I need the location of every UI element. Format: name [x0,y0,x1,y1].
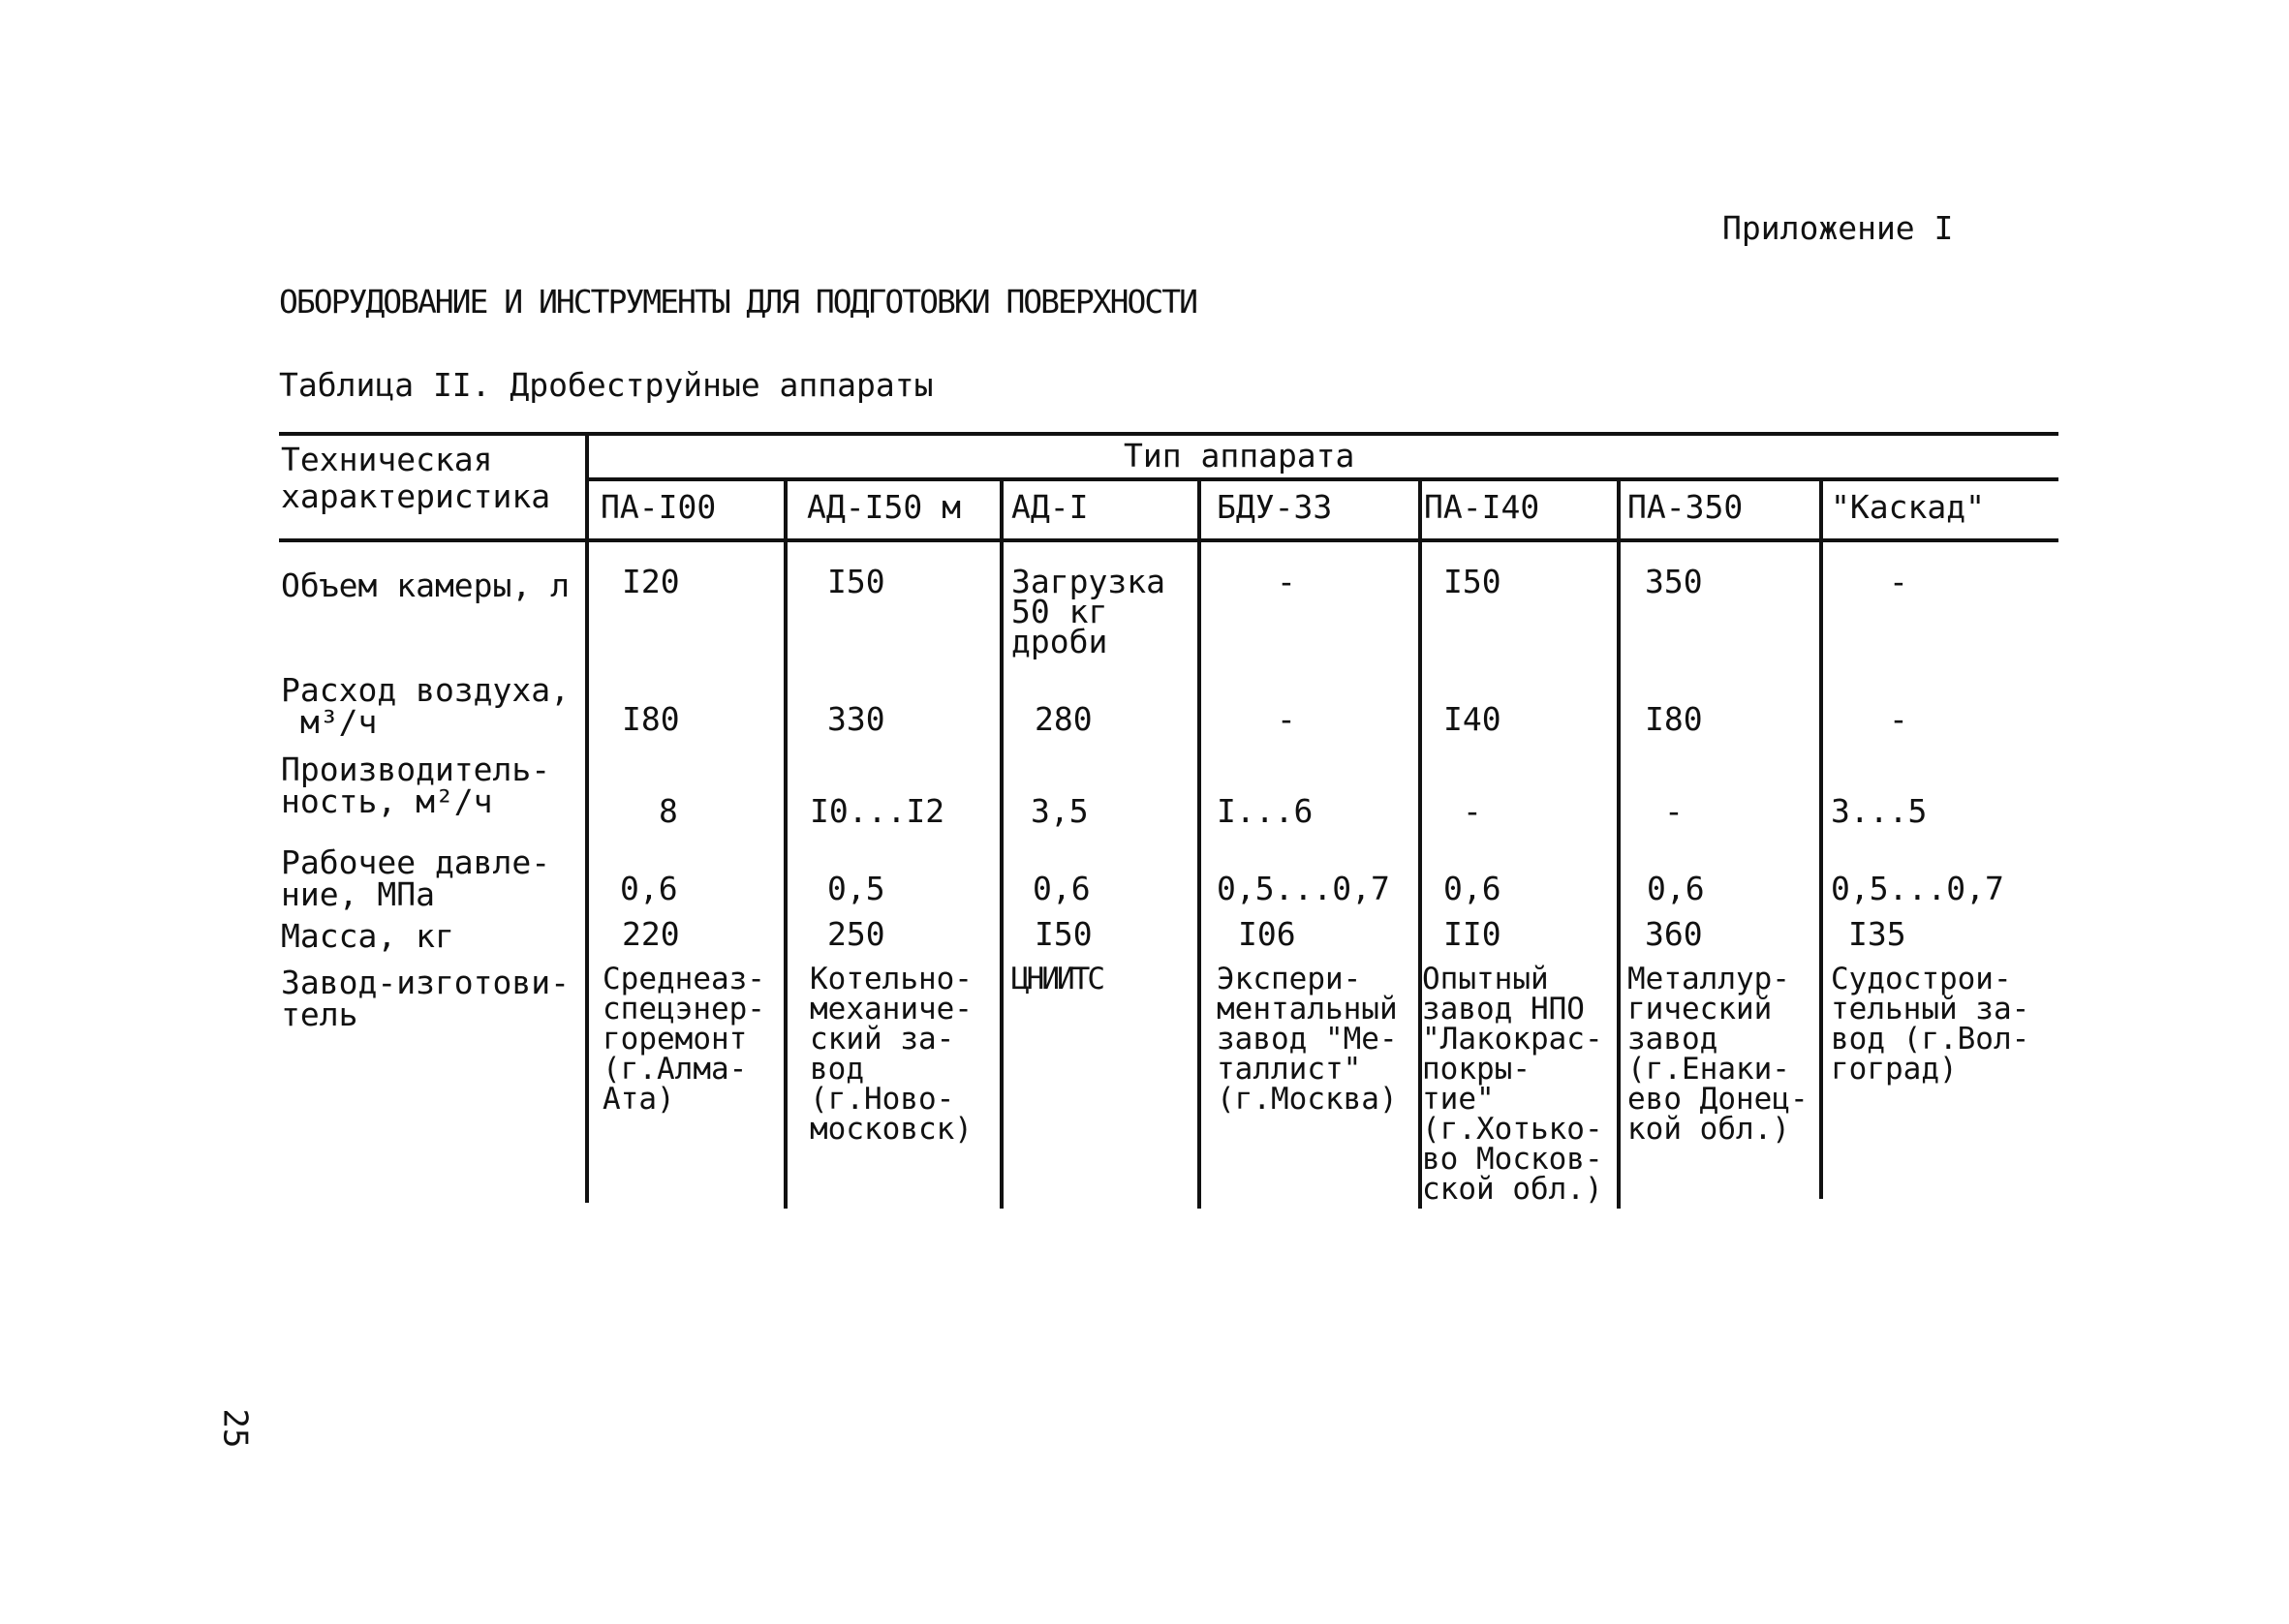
table-cell: 0,5...0,7 [1217,870,1390,907]
column-header: БДУ-33 [1217,488,1333,526]
table-cell: 8 [659,792,678,830]
table-cell: 3,5 [1031,792,1089,830]
table-cell: I80 [622,700,680,738]
table-cell: I35 [1848,915,1906,953]
table-cell: 360 [1645,915,1703,953]
table-cell: - [1889,700,1908,738]
table-cell: Экспери- ментальный завод "Ме- таллист" (г.Москва) [1217,962,1398,1117]
table-top-rule [279,432,2058,436]
column-header: АД-I50 м [807,488,961,526]
column-header: АД-I [1011,488,1089,526]
table-cell: 350 [1645,563,1703,600]
table-cell: I50 [827,563,885,600]
table-cell: - [1277,700,1296,738]
column-rule-1 [585,432,589,1203]
row-label: Завод-изготови- тель [281,964,571,1033]
page-number: 25 [215,1408,255,1449]
table-cell: 0,6 [1647,870,1705,907]
table-cell: I40 [1443,700,1501,738]
table-cell: Опытный завод НПО "Лакокрас- покры- тие" (г.Хотько- во Москов- ской обл.) [1422,962,1603,1207]
group-header-rule [585,477,2058,481]
row-label: Масса, кг [281,917,454,955]
table-cell: 0,5...0,7 [1831,870,2004,907]
table-cell: 280 [1035,700,1093,738]
table-cell: 0,5 [827,870,885,907]
table-cell: Металлур- гический завод (г.Енаки- ево Донец- кой обл.) [1627,962,1809,1147]
group-header: Тип аппарата [1124,437,1355,475]
table-cell: Загрузка 50 кг дроби [1011,563,1165,660]
table-cell: I80 [1645,700,1703,738]
appendix-label: Приложение I [1722,209,1954,247]
column-header: "Каскад" [1831,488,1985,526]
row-label: Производитель- ность, м²/ч [281,751,551,820]
table-cell: Среднеаз- спецэнер- горемонт (г.Алма- Ата) [603,962,765,1117]
column-rule-2 [784,477,788,1209]
table-cell: 330 [827,700,885,738]
corner-header: Техническая характеристика [281,441,551,515]
column-header: ПА-350 [1627,488,1744,526]
table-cell: 0,6 [620,870,678,907]
page-title: ОБОРУДОВАНИЕ И ИНСТРУМЕНТЫ ДЛЯ ПОДГОТОВКИ ПОВЕРХНОСТИ [279,283,1196,321]
table-caption: Таблица II. Дробеструйные аппараты [279,366,934,404]
table-cell: - [1277,563,1296,600]
table-cell: I20 [622,563,680,600]
table-cell: 250 [827,915,885,953]
table-cell: I0...I2 [810,792,945,830]
table-cell: I50 [1035,915,1093,953]
column-rule-3 [1000,477,1004,1209]
table-cell: I...6 [1217,792,1314,830]
table-cell: - [1664,792,1684,830]
table-cell: 3...5 [1831,792,1928,830]
table-cell: Котельно- механиче- ский за- вод (г.Ново- московск) [810,962,973,1147]
table-cell: I50 [1443,563,1501,600]
table-cell: - [1889,563,1908,600]
table-cell: - [1463,792,1482,830]
table-cell: 0,6 [1443,870,1501,907]
row-label: Рабочее давле- ние, МПа [281,843,551,913]
column-header: ПА-I00 [601,488,717,526]
row-label: Расход воздуха, м³/ч [281,671,571,741]
column-rule-4 [1197,477,1201,1209]
column-rule-6 [1617,477,1621,1209]
table-cell: 0,6 [1033,870,1091,907]
table-cell: 220 [622,915,680,953]
row-label: Объем камеры, л [281,567,571,604]
table-cell: I06 [1238,915,1296,953]
table-cell: Судострои- тельный за- вод (г.Вол- гоград) [1831,962,2030,1087]
table-cell: II0 [1443,915,1501,953]
header-bottom-rule [279,538,2058,542]
column-header: ПА-I40 [1424,488,1540,526]
table-cell: ЦНИИТС [1011,962,1102,996]
column-rule-7 [1819,477,1823,1199]
